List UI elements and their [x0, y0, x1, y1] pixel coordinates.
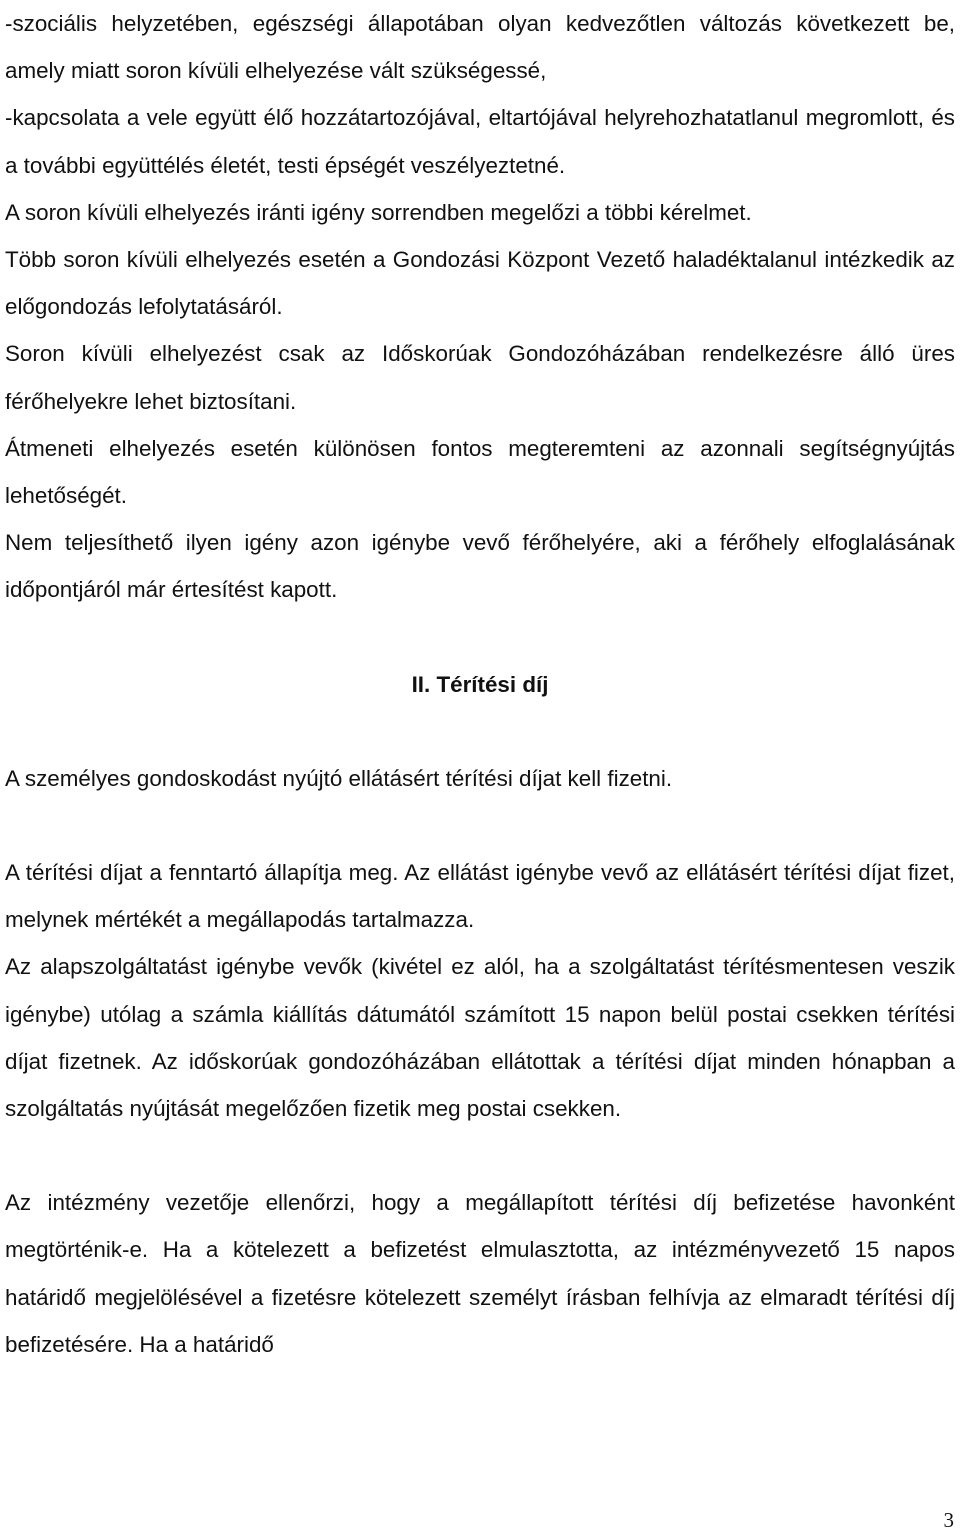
paragraph-fee-payment: Az alapszolgáltatást igénybe vevők (kivétel ez alól, ha a szolgáltatást térítésmentesen veszik igénybe) utólag a számla kiállítás dátumától számított 15 napon belül postai csekken térítési díjat fizetnek. Az időskorúak gondozóházában ellátottak a térítési díjat minden hónapban a szolgáltatás nyújtását megelőzően fizetik meg postai csekken. — [5, 954, 955, 1122]
paragraph-relationship-broken: -kapcsolata a vele együtt élő hozzátartozójával, eltartójával helyrehozhatatlanul megromlott, és a további együttélés életét, testi épségét veszélyeztetné. — [5, 105, 955, 178]
paragraph-temporary-placement: Átmeneti elhelyezés esetén különösen fontos megteremteni az azonnali segítségnyújtás lehetőségét. — [5, 435, 955, 509]
document-page — [5, 0, 955, 1368]
spacer — [5, 708, 955, 755]
paragraph-social-situation: -szociális helyzetében, egészségi állapotában olyan kedvezőtlen változás következett be, amely miatt soron kívüli elhelyezése vált szükségessé, — [5, 11, 955, 84]
paragraph-director-checks: Az intézmény vezetője ellenőrzi, hogy a megállapított térítési díj befizetése havonként megtörténik-e. Ha a kötelezett a befizetést elmulasztotta, az intézményvezető 15 napos határidő megjelölésével a fizetésre kötelezett személyt írásban felhívja az elmaradt térítési díj befizetésére. Ha a határidő — [5, 1190, 955, 1357]
paragraph-multiple-requests: Több soron kívüli elhelyezés esetén a Gondozási Központ Vezető haladéktalanul intézkedik az előgondozás lefolytatásáról. — [5, 247, 955, 320]
paragraph-fee-required: A személyes gondoskodást nyújtó ellátásért térítési díjat kell fizetni. — [5, 765, 673, 791]
section-heading: II. Térítési díj — [411, 671, 549, 697]
paragraph-fee-set-by-operator: A térítési díjat a fenntartó állapítja meg. Az ellátást igénybe vevő az ellátásért térítési díjat fizet, melynek mértékét a megállapodás tartalmazza. — [5, 860, 955, 933]
spacer — [5, 1132, 955, 1179]
paragraph-not-fulfillable: Nem teljesíthető ilyen igény azon igénybe vevő férőhelyére, aki a férőhely elfoglalásának időpontjáról már értesítést kapott. — [5, 530, 955, 603]
paragraph-priority: A soron kívüli elhelyezés iránti igény sorrendben megelőzi a többi kérelmet. — [5, 199, 752, 225]
page-number: 3 — [943, 1508, 954, 1532]
spacer — [5, 614, 955, 661]
spacer — [5, 802, 955, 849]
paragraph-available-places: Soron kívüli elhelyezést csak az Időskorúak Gondozóházában rendelkezésre álló üres férőhelyekre lehet biztosítani. — [5, 341, 955, 414]
